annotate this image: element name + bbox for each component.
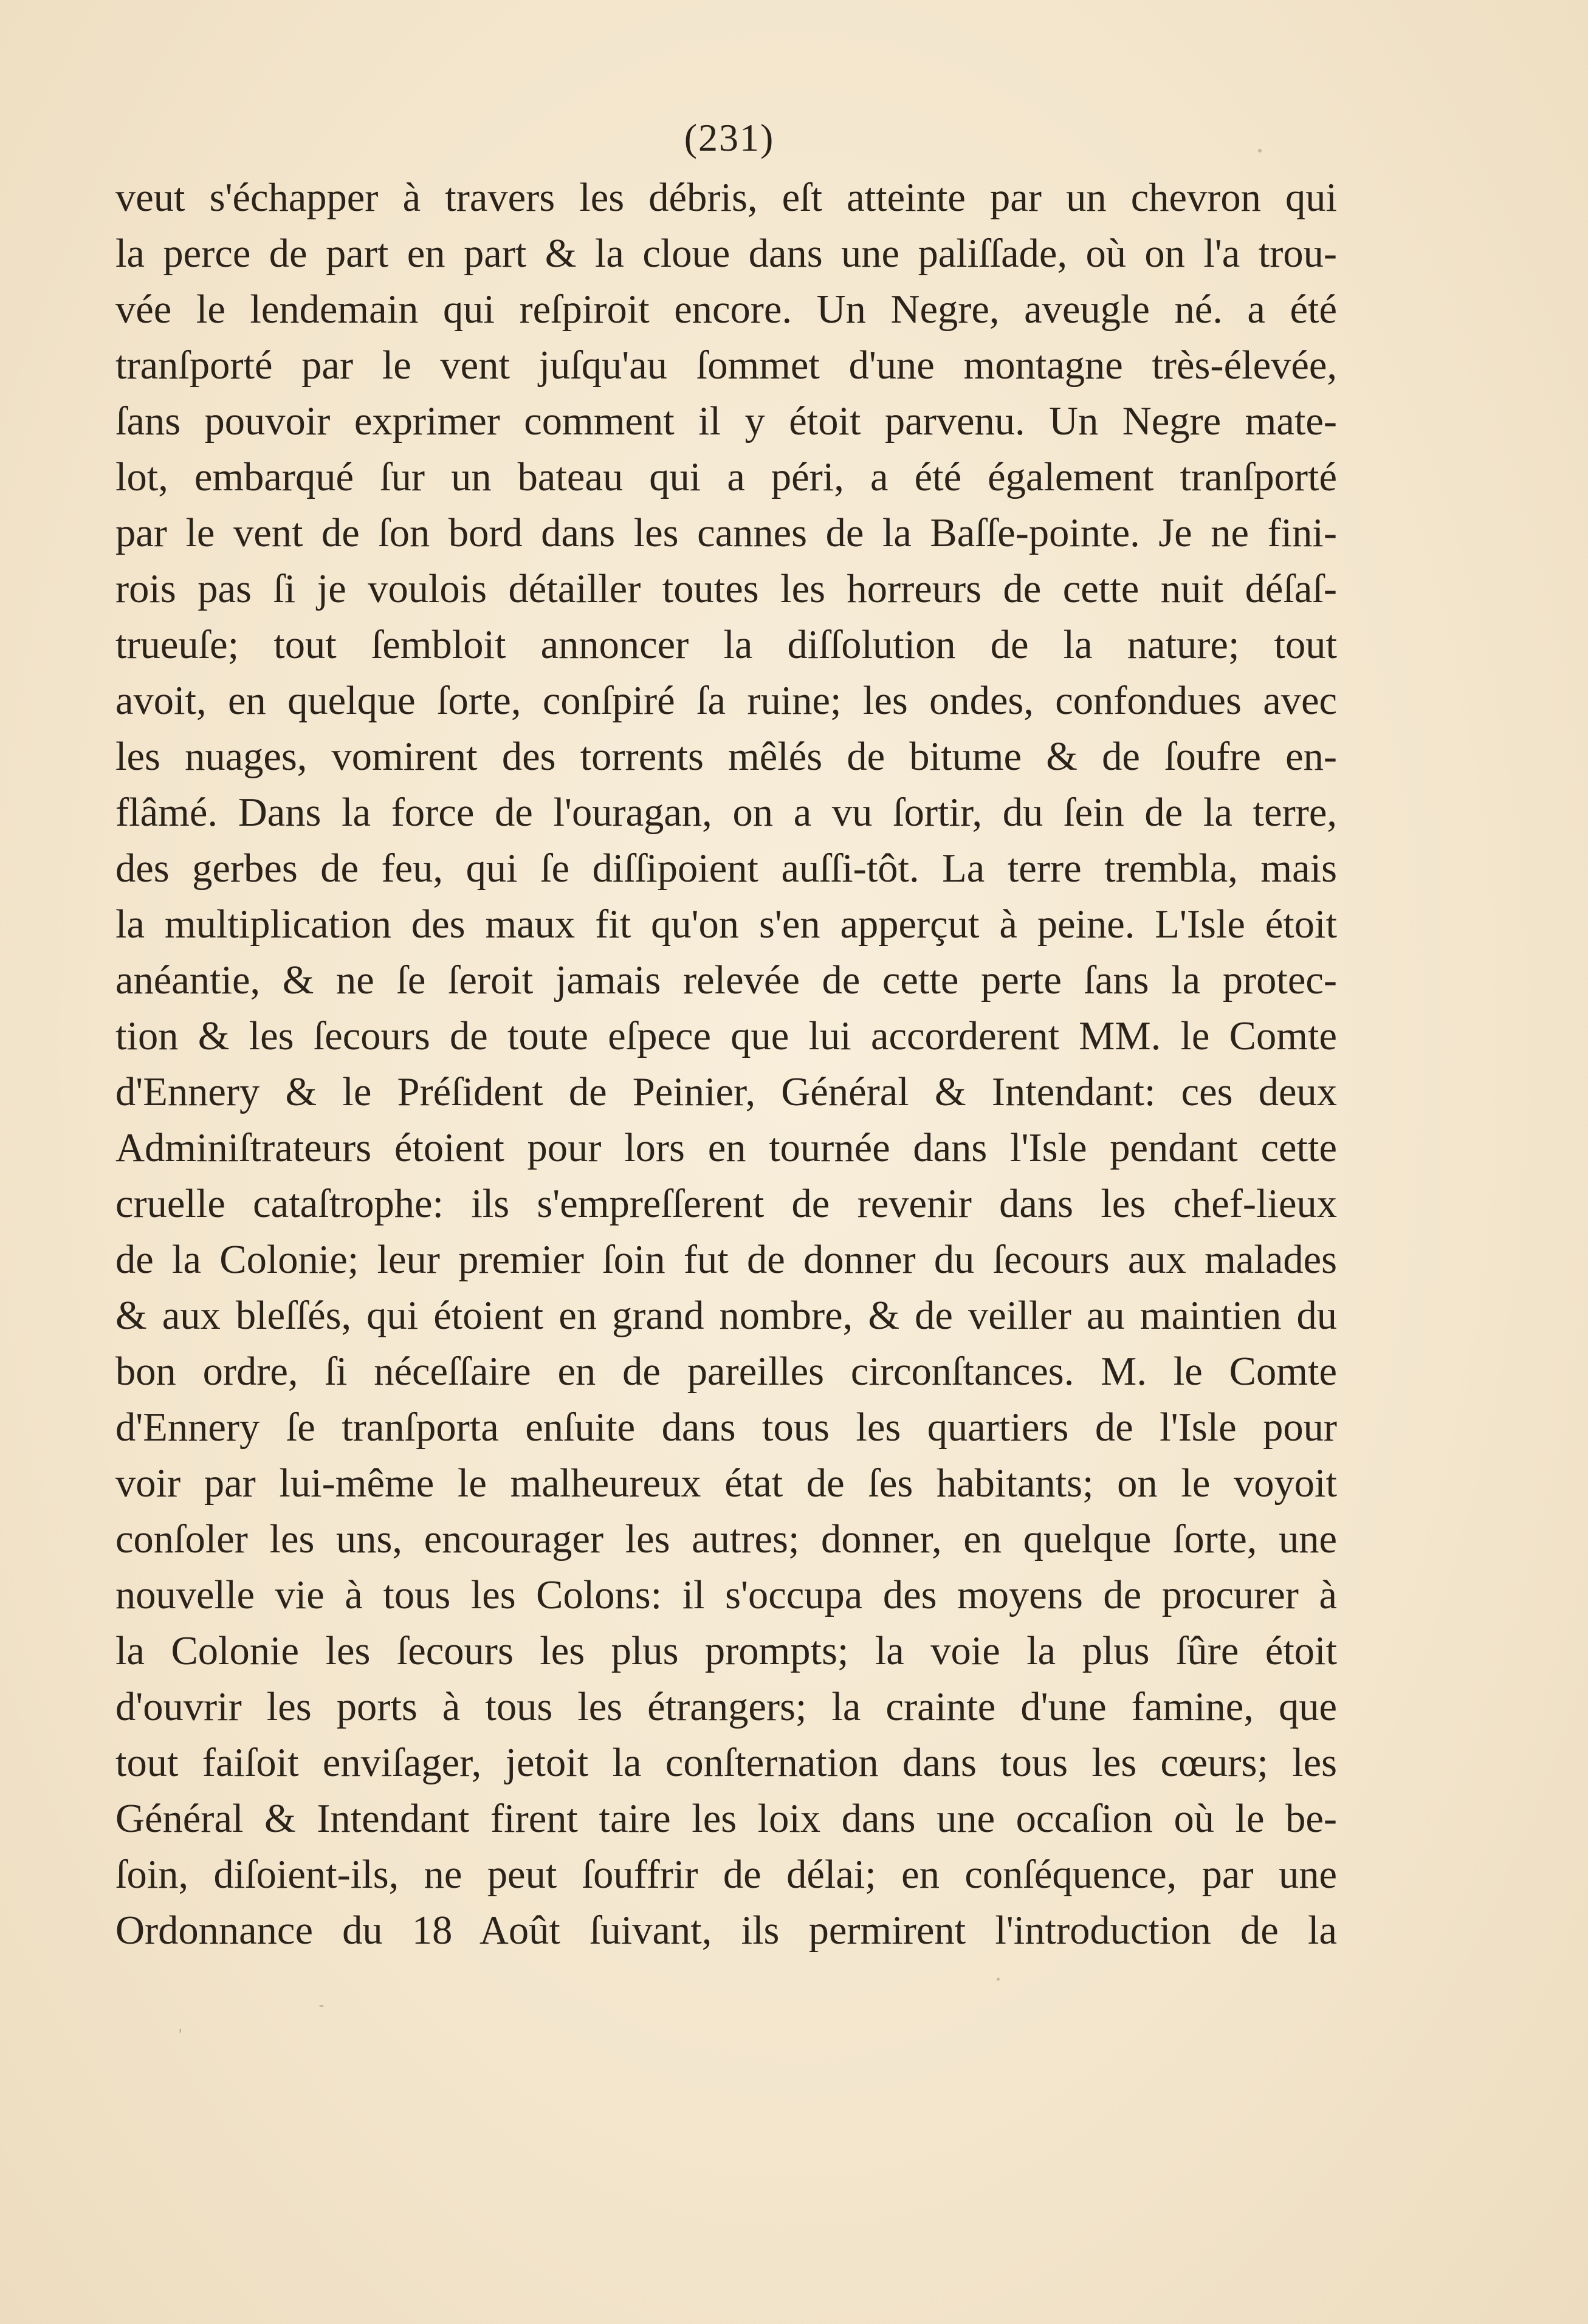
text-line: de la Colonie; leur premier ſoin fut de donner du ſecours aux malades bbox=[115, 1238, 1337, 1282]
text-line: Adminiſtrateurs étoient pour lors en tournée dans l'Isle pendant cette bbox=[115, 1126, 1337, 1170]
text-line: nouvelle vie à tous les Colons: il s'occupa des moyens de procurer à bbox=[115, 1573, 1337, 1617]
text-line: anéantie, & ne ſe ſeroit jamais relevée de cette perte ſans la protec- bbox=[115, 958, 1337, 1003]
text-line: conſoler les uns, encourager les autres; donner, en quelque ſorte, une bbox=[115, 1517, 1337, 1561]
text-line: d'Ennery & le Préſident de Peinier, Général & Intendant: ces deux bbox=[115, 1070, 1337, 1114]
text-line: voir par lui-même le malheureux état de ſes habitants; on le voyoit bbox=[115, 1461, 1337, 1506]
text-line: Général & Intendant firent taire les loix dans une occaſion où le be- bbox=[115, 1797, 1337, 1841]
faint-mark: ˈ bbox=[176, 2024, 185, 2051]
text-line: les nuages, vomirent des torrents mêlés de bitume & de ſoufre en- bbox=[115, 735, 1337, 779]
text-line: vée le lendemain qui reſpiroit encore. Un Negre, aveugle né. a été bbox=[115, 287, 1337, 332]
page-number: (231) bbox=[684, 116, 775, 159]
text-line: tion & les ſecours de toute eſpece que lui accorderent MM. le Comte bbox=[115, 1014, 1337, 1058]
text-line: bon ordre, ſi néceſſaire en de pareilles circonſtances. M. le Comte bbox=[115, 1349, 1337, 1394]
paper-speck bbox=[319, 2005, 324, 2007]
text-line: ſoin, diſoient-ils, ne peut ſouffrir de délai; en conſéquence, par une bbox=[115, 1853, 1337, 1897]
text-line: tout faiſoit enviſager, jetoit la conſternation dans tous les cœurs; les bbox=[115, 1741, 1337, 1785]
text-line: ſans pouvoir exprimer comment il y étoit parvenu. Un Negre mate- bbox=[115, 399, 1337, 444]
text-line: flâmé. Dans la force de l'ouragan, on a vu ſortir, du ſein de la terre, bbox=[115, 790, 1337, 835]
text-line: des gerbes de feu, qui ſe diſſipoient auſſi-tôt. La terre trembla, mais bbox=[115, 846, 1337, 891]
text-line: & aux bleſſés, qui étoient en grand nombre, & de veiller au maintien du bbox=[115, 1294, 1337, 1338]
text-line: la multiplication des maux fit qu'on s'en apperçut à peine. L'Isle étoit bbox=[115, 902, 1337, 947]
text-line: la perce de part en part & la cloue dans une paliſſade, où on l'a trou- bbox=[115, 231, 1337, 276]
body-text bbox=[115, 170, 1337, 1959]
text-line: par le vent de ſon bord dans les cannes de la Baſſe-pointe. Je ne fini- bbox=[115, 511, 1337, 555]
text-line: Ordonnance du 18 Août ſuivant, ils permirent l'introduction de la bbox=[115, 1908, 1337, 1953]
paper-speck bbox=[1258, 149, 1262, 153]
text-line: avoit, en quelque ſorte, conſpiré ſa ruine; les ondes, confondues avec bbox=[115, 679, 1337, 723]
text-line: veut s'échapper à travers les débris, eſt atteinte par un chevron qui bbox=[115, 176, 1337, 220]
text-line: la Colonie les ſecours les plus prompts; la voie la plus ſûre étoit bbox=[115, 1629, 1337, 1673]
text-line: d'ouvrir les ports à tous les étrangers; la crainte d'une famine, que bbox=[115, 1685, 1337, 1729]
text-line: rois pas ſi je voulois détailler toutes les horreurs de cette nuit déſaſ- bbox=[115, 567, 1337, 611]
text-line: trueuſe; tout ſembloit annoncer la diſſolution de la nature; tout bbox=[115, 623, 1337, 667]
text-line: cruelle cataſtrophe: ils s'empreſſerent de revenir dans les chef-lieux bbox=[115, 1182, 1337, 1226]
paper-speck bbox=[997, 1978, 1000, 1981]
text-line: lot, embarqué ſur un bateau qui a péri, a été également tranſporté bbox=[115, 455, 1337, 499]
text-line: tranſporté par le vent juſqu'au ſommet d'une montagne très-élevée, bbox=[115, 343, 1337, 388]
text-line: d'Ennery ſe tranſporta enſuite dans tous les quartiers de l'Isle pour bbox=[115, 1405, 1337, 1450]
